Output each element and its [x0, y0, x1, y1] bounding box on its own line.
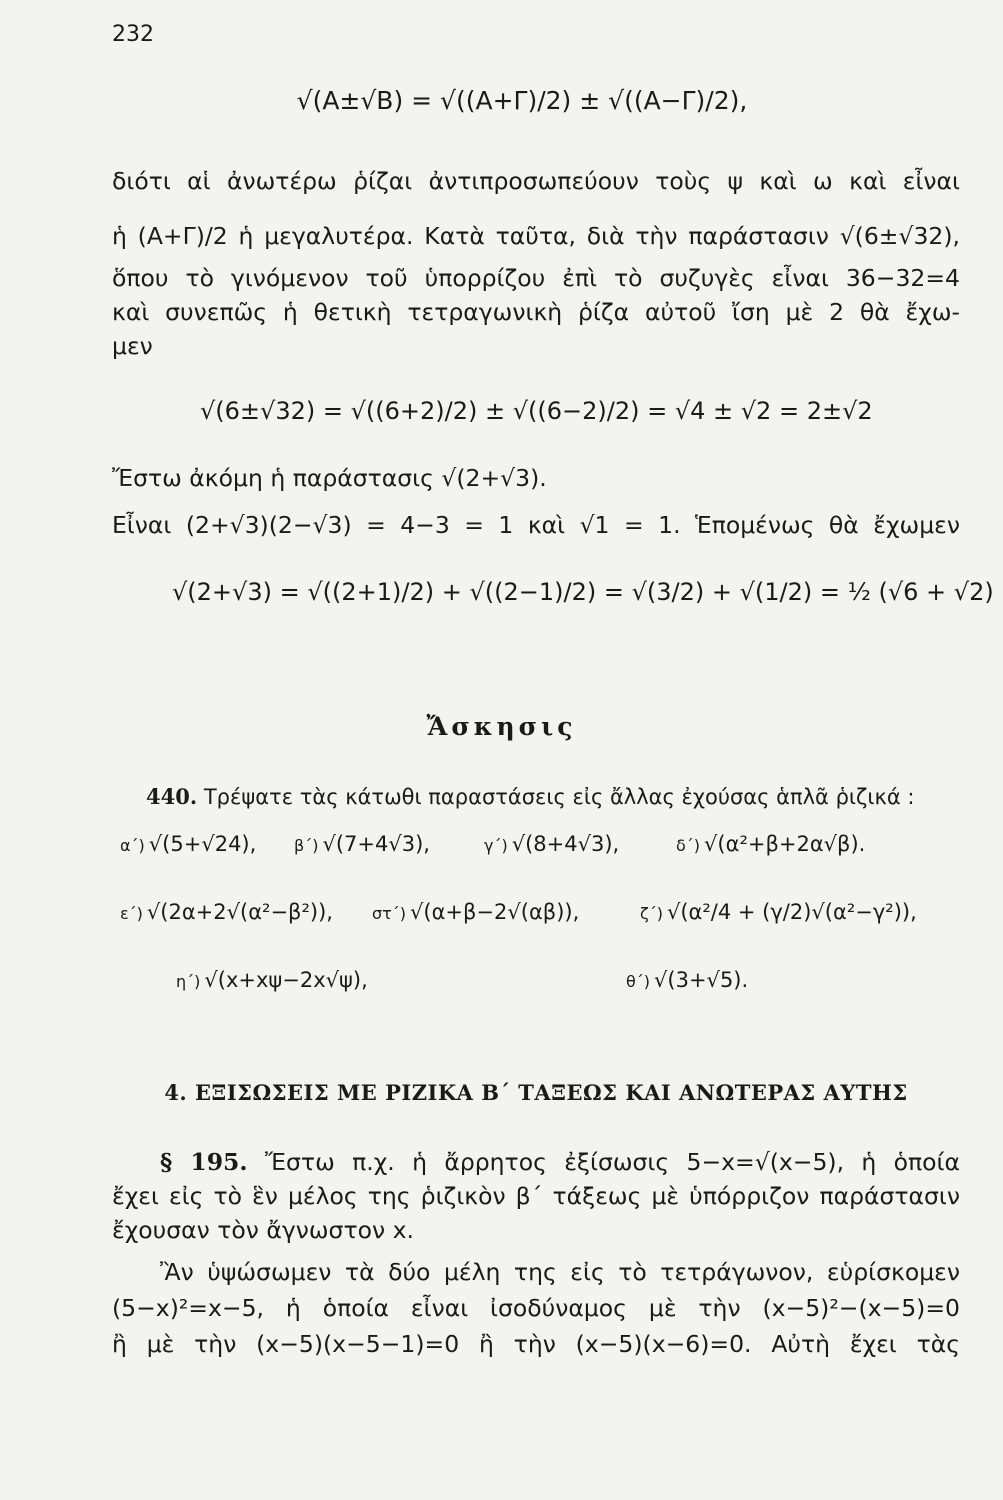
page-number: 232 — [112, 22, 154, 47]
text-line: διότι αἱ ἀνωτέρω ῥίζαι ἀντιπροσωπεύουν τοὺς ψ καὶ ω καὶ εἶναι — [112, 167, 960, 195]
equation-identity: √(Α±√Β) = √((Α+Γ)/2) ± √((Α−Γ)/2), — [296, 86, 748, 115]
section-title: 4. ΕΞΙΣΩΣΕΙΣ ΜΕ ΡΙΖΙΚΑ Β΄ ΤΑΞΕΩΣ ΚΑΙ ΑΝΩΤΕΡΑΣ ΑΥΤΗΣ — [164, 1080, 908, 1105]
exercise-c: γ΄) √(8+4√3), — [484, 832, 620, 856]
exercise-a: α΄) √(5+√24), — [120, 832, 257, 856]
exercise-number: 440. — [146, 784, 198, 809]
text-line: ἡ (Α+Γ)/2 ἡ μεγαλυτέρα. Κατὰ ταῦτα, διὰ τὴν παράστασιν √(6±√32), — [112, 222, 960, 250]
text-line: ἔχει εἰς τὸ ἓν μέλος της ῥιζικὸν β΄ τάξεως μὲ ὑπόρριζον παράστασιν — [112, 1182, 960, 1210]
exercise-i: θ΄) √(3+√5). — [626, 968, 749, 992]
exercise-b: β΄) √(7+4√3), — [294, 832, 430, 856]
exercise-heading: Ἄσκησις — [426, 712, 577, 741]
text-line: Ἂν ὑψώσωμεν τὰ δύο μέλη της εἰς τὸ τετράγωνον, εὑρίσκομεν — [160, 1258, 960, 1286]
exercise-g: ζ΄) √(α²/4 + (γ/2)√(α²−γ²)), — [640, 900, 917, 924]
text-line: § 195. Ἔστω π.χ. ἡ ἄρρητος ἐξίσωσις 5−x=√(x−5), ἡ ὁποία — [160, 1148, 960, 1176]
exercise-f: στ΄) √(α+β−2√(αβ)), — [372, 900, 580, 924]
exercise-intro — [146, 784, 915, 809]
equation-example-1: √(6±√32) = √((6+2)/2) ± √((6−2)/2) = √4 ± √2 = 2±√2 — [200, 397, 873, 425]
equation-example-2: √(2+√3) = √((2+1)/2) + √((2−1)/2) = √(3/2) + √(1/2) = ½ (√6 + √2) — [172, 578, 994, 606]
exercise-e: ε΄) √(2α+2√(α²−β²)), — [120, 900, 333, 924]
text-line: μεν — [112, 332, 153, 360]
text-line: ἢ μὲ τὴν (x−5)(x−5−1)=0 ἢ τὴν (x−5)(x−6)=0. Αὐτὴ ἔχει τὰς — [112, 1330, 960, 1358]
text-line: ἔχουσαν τὸν ἄγνωστον x. — [112, 1216, 414, 1244]
text-line: ὅπου τὸ γινόμενον τοῦ ὑπορρίζου ἐπὶ τὸ συζυγὲς εἶναι 36−32=4 — [112, 264, 960, 292]
exercise-d: δ΄) √(α²+β+2α√β). — [676, 832, 866, 856]
text-line: (5−x)²=x−5, ἡ ὁποία εἶναι ἰσοδύναμος μὲ τὴν (x−5)²−(x−5)=0 — [112, 1294, 960, 1322]
paragraph-number: § 195. — [160, 1148, 248, 1176]
text-line: Εἶναι (2+√3)(2−√3) = 4−3 = 1 καὶ √1 = 1. Ἑπομένως θὰ ἔχωμεν — [112, 511, 960, 539]
exercise-h: η΄) √(x+xψ−2x√ψ), — [176, 968, 368, 992]
text-line: Ἔστω ἀκόμη ἡ παράστασις √(2+√3). — [112, 464, 547, 492]
exercise-instruction: Τρέψατε τὰς κάτωθι παραστάσεις εἰς ἄλλας ἐχούσας ἁπλᾶ ῥιζικά : — [203, 785, 915, 809]
text-line: καὶ συνεπῶς ἡ θετικὴ τετραγωνικὴ ῥίζα αὐτοῦ ἴση μὲ 2 θὰ ἔχω- — [112, 298, 960, 326]
